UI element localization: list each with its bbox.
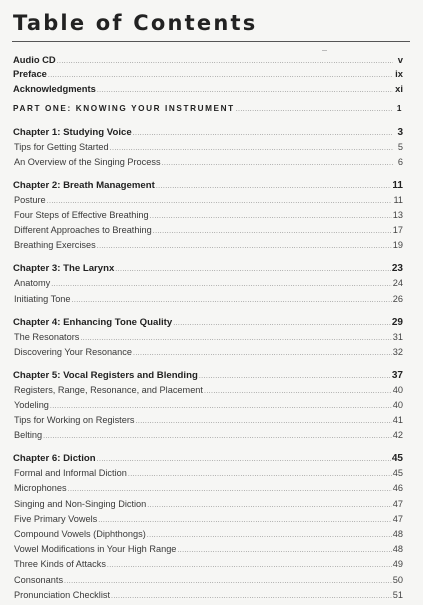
toc-entry-section[interactable] — [13, 575, 403, 586]
toc-entry-section[interactable] — [13, 529, 403, 540]
toc-entry-chapter-3[interactable] — [13, 263, 403, 274]
section-label: Tips for Getting Started — [14, 141, 109, 152]
toc-entry-section[interactable] — [13, 400, 403, 411]
toc-entry-section[interactable] — [13, 483, 403, 494]
entry-page-number: v — [397, 54, 403, 65]
section-label: Three Kinds of Attacks — [14, 559, 106, 570]
chapter-label: Chapter 5: Vocal Registers and Blending — [13, 369, 198, 381]
dot-leader — [98, 515, 392, 526]
table-of-contents — [13, 54, 403, 605]
chapter-label: Chapter 3: The Larynx — [13, 263, 115, 275]
dot-leader — [150, 211, 392, 222]
dot-leader — [72, 295, 392, 306]
section-label: Belting — [14, 430, 43, 441]
section-label: The Resonators — [14, 331, 80, 342]
dot-leader — [133, 128, 393, 139]
entry-page-number: 24 — [392, 278, 403, 289]
toc-entry-section[interactable] — [13, 294, 403, 305]
title-underline — [12, 41, 410, 42]
dot-leader — [204, 386, 392, 397]
dot-leader — [177, 545, 391, 556]
toc-entry-section[interactable] — [13, 142, 403, 153]
toc-entry-section[interactable] — [13, 278, 403, 289]
entry-page-number: 51 — [392, 589, 403, 600]
section-label: Pronunciation Checklist — [14, 589, 111, 600]
part-label: PART ONE: KNOWING YOUR INSTRUMENT — [13, 103, 235, 113]
section-label: Different Approaches to Breathing — [14, 225, 152, 236]
toc-entry-section[interactable] — [13, 514, 403, 525]
dot-leader — [115, 264, 391, 275]
dot-leader — [48, 70, 393, 81]
section-label: Five Primary Vowels — [14, 513, 98, 524]
dot-leader — [97, 241, 392, 252]
entry-label: Audio CD — [13, 54, 56, 65]
toc-entry-section[interactable] — [13, 240, 403, 251]
dot-leader — [153, 226, 392, 237]
toc-entry-section[interactable] — [13, 499, 403, 510]
entry-page-number: 11 — [393, 194, 403, 205]
entry-page-number: 17 — [392, 225, 403, 236]
chapter-label: Chapter 6: Diction — [13, 453, 96, 465]
section-label: Formal and Informal Diction — [14, 468, 127, 479]
section-label: Registers, Range, Resonance, and Placement — [14, 384, 203, 395]
toc-entry-section[interactable] — [13, 195, 403, 206]
entry-page-number: 50 — [392, 574, 403, 585]
section-label: Anatomy — [14, 278, 51, 289]
entry-page-number: 48 — [392, 544, 403, 555]
section-label: Compound Vowels (Diphthongs) — [14, 529, 146, 540]
entry-label: Acknowledgments — [13, 82, 96, 94]
entry-page-number: 29 — [391, 316, 403, 328]
section-label: Singing and Non-Singing Diction — [14, 498, 147, 509]
toc-entry-section[interactable] — [13, 210, 403, 221]
toc-entry-section[interactable] — [13, 544, 403, 555]
entry-page-number: 41 — [392, 415, 403, 426]
section-label: Breathing Exercises — [14, 240, 96, 251]
dot-leader — [128, 469, 392, 480]
dot-leader — [147, 500, 391, 511]
dot-leader — [64, 576, 392, 587]
toc-entry-section[interactable] — [13, 415, 403, 426]
entry-page-number: 47 — [392, 513, 403, 524]
entry-label: Preface — [13, 68, 47, 80]
section-label: Consonants — [14, 574, 64, 585]
dot-leader — [110, 143, 393, 154]
section-label: Initiating Tone — [14, 293, 71, 304]
toc-entry-chapter-2[interactable] — [13, 180, 403, 191]
toc-entry-audio-cd[interactable] — [13, 54, 403, 65]
dot-leader — [199, 371, 391, 382]
dot-leader — [51, 279, 392, 290]
toc-entry-section[interactable] — [13, 590, 403, 601]
entry-page-number: 48 — [392, 529, 403, 540]
entry-page-number: 42 — [392, 430, 403, 441]
entry-page-number: 5 — [397, 141, 403, 152]
toc-entry-preface[interactable] — [13, 68, 403, 79]
entry-page-number: 37 — [391, 369, 403, 381]
entry-page-number: 13 — [392, 209, 403, 220]
scan-mark — [322, 50, 327, 51]
section-label: Yodeling — [14, 399, 49, 410]
section-label: Microphones — [14, 483, 67, 494]
entry-page-number: 6 — [397, 156, 403, 167]
entry-page-number: 23 — [391, 263, 403, 275]
dot-leader — [50, 401, 392, 412]
entry-page-number: 45 — [391, 453, 403, 465]
chapter-label: Chapter 4: Enhancing Tone Quality — [13, 316, 173, 328]
dot-leader — [68, 484, 392, 495]
toc-entry-section[interactable] — [13, 332, 403, 343]
toc-entry-part-one[interactable] — [13, 103, 403, 114]
entry-page-number: 1 — [396, 103, 403, 113]
entry-page-number: 46 — [392, 483, 403, 494]
dot-leader — [97, 85, 393, 96]
section-label: Posture — [14, 194, 46, 205]
dot-leader — [43, 431, 392, 442]
entry-page-number: 40 — [392, 399, 403, 410]
entry-page-number: 19 — [392, 240, 403, 251]
dot-leader — [107, 560, 392, 571]
toc-entry-chapter-6[interactable] — [13, 453, 403, 464]
section-label: Discovering Your Resonance — [14, 346, 132, 357]
entry-page-number: 40 — [392, 384, 403, 395]
section-label: Vowel Modifications in Your High Range — [14, 544, 177, 555]
dot-leader — [147, 530, 392, 541]
section-label: Four Steps of Effective Breathing — [14, 209, 149, 220]
toc-entry-chapter-1[interactable] — [13, 127, 403, 138]
toc-entry-section[interactable] — [13, 385, 403, 396]
dot-leader — [97, 454, 391, 465]
entry-page-number: ix — [395, 68, 403, 80]
toc-entry-chapter-4[interactable] — [13, 317, 403, 328]
toc-entry-section[interactable] — [13, 347, 403, 358]
dot-leader — [173, 318, 391, 329]
section-label: Tips for Working on Registers — [14, 415, 135, 426]
entry-page-number: 45 — [392, 468, 403, 479]
toc-entry-section[interactable] — [13, 157, 403, 168]
chapter-label: Chapter 2: Breath Management — [13, 179, 155, 191]
entry-page-number: 26 — [392, 293, 403, 304]
dot-leader — [133, 348, 392, 359]
page-title: Table of Contents — [13, 11, 258, 35]
toc-entry-section[interactable] — [13, 559, 403, 570]
toc-entry-section[interactable] — [13, 430, 403, 441]
dot-leader — [80, 333, 391, 344]
entry-page-number: 49 — [392, 559, 403, 570]
toc-entry-acknowledgments[interactable] — [13, 83, 403, 94]
toc-entry-section[interactable] — [13, 468, 403, 479]
toc-entry-section[interactable] — [13, 225, 403, 236]
chapter-label: Chapter 1: Studying Voice — [13, 126, 132, 138]
toc-entry-chapter-5[interactable] — [13, 370, 403, 381]
entry-page-number: 11 — [392, 179, 403, 191]
entry-page-number: 32 — [392, 346, 403, 357]
section-label: An Overview of the Singing Process — [14, 156, 161, 167]
entry-page-number: xi — [395, 82, 403, 94]
dot-leader — [111, 591, 392, 602]
dot-leader — [156, 181, 392, 192]
entry-page-number: 3 — [397, 126, 403, 138]
entry-page-number: 31 — [392, 331, 403, 342]
dot-leader — [136, 416, 392, 427]
dot-leader — [236, 104, 393, 115]
dot-leader — [47, 196, 393, 207]
dot-leader — [57, 56, 393, 67]
dot-leader — [162, 158, 393, 169]
entry-page-number: 47 — [392, 498, 403, 509]
